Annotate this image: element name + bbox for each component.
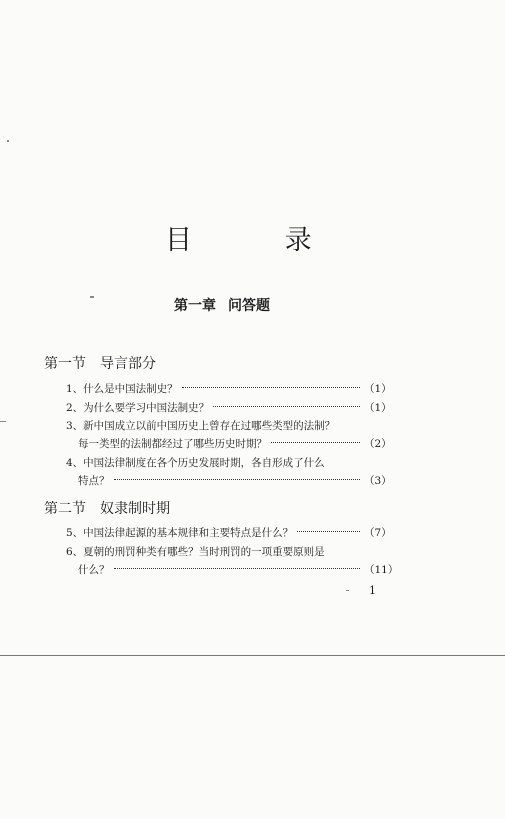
toc-page-ref: （3） <box>364 475 392 487</box>
scan-speck <box>90 296 94 298</box>
toc-entry-5[interactable] <box>66 525 392 541</box>
toc-entry-text: 6、夏朝的刑罚种类有哪些？当时刑罚的一项重要原则是 <box>66 546 325 558</box>
scan-speck <box>346 590 349 591</box>
toc-entry-2[interactable] <box>66 400 392 416</box>
toc-entry-text: 4、中国法律制度在各个历史发展时期，各自形成了什么 <box>66 457 325 469</box>
toc-entry-1[interactable] <box>66 381 392 397</box>
toc-entry-6-line-2[interactable] <box>78 562 399 578</box>
chapter-label: 第一章 <box>174 298 216 314</box>
dot-leader <box>297 531 360 532</box>
toc-entry-text: 什么？ <box>78 564 110 576</box>
section-name: 导言部分 <box>100 356 156 372</box>
toc-entry-text: 每一类型的法制都经过了哪些历史时期？ <box>78 438 267 450</box>
toc-entry-4-line-2[interactable] <box>78 473 392 489</box>
toc-entry-text: 3、新中国成立以前中国历史上曾存在过哪些类型的法制？ <box>66 420 336 432</box>
toc-entry-3-line-1[interactable] <box>66 418 388 434</box>
scan-edge-line <box>0 655 505 656</box>
toc-entry-text: 特点？ <box>78 475 110 487</box>
toc-entry-text: 1、什么是中国法制史？ <box>66 383 178 395</box>
scan-speck <box>0 421 6 422</box>
toc-page-ref: （11） <box>364 564 399 576</box>
chapter-name: 问答题 <box>228 298 270 314</box>
toc-entry-text: 2、为什么要学习中国法制史？ <box>66 402 210 414</box>
dot-leader <box>182 387 360 388</box>
dot-leader <box>213 406 360 407</box>
toc-page-ref: （2） <box>364 438 392 450</box>
page-number: 1 <box>369 584 376 597</box>
section-title-1 <box>44 353 156 373</box>
scan-speck <box>7 140 9 142</box>
dot-leader <box>114 568 361 569</box>
dot-leader <box>114 479 361 480</box>
section-label: 第二节 <box>44 501 86 517</box>
section-name: 奴隶制时期 <box>100 501 170 517</box>
chapter-title <box>174 295 270 315</box>
toc-entry-6-line-1[interactable] <box>66 544 388 560</box>
toc-entry-3-line-2[interactable] <box>78 436 392 452</box>
toc-page-ref: （7） <box>364 527 392 539</box>
toc-page-ref: （1） <box>364 402 392 414</box>
toc-entry-text: 5、中国法律起源的基本规律和主要特点是什么？ <box>66 527 294 539</box>
toc-entry-4-line-1[interactable] <box>66 455 388 471</box>
toc-page-ref: （1） <box>364 383 392 395</box>
dot-leader <box>271 442 360 443</box>
section-title-2 <box>44 498 170 518</box>
section-label: 第一节 <box>44 356 86 372</box>
page-title: 目 录 <box>165 225 354 256</box>
